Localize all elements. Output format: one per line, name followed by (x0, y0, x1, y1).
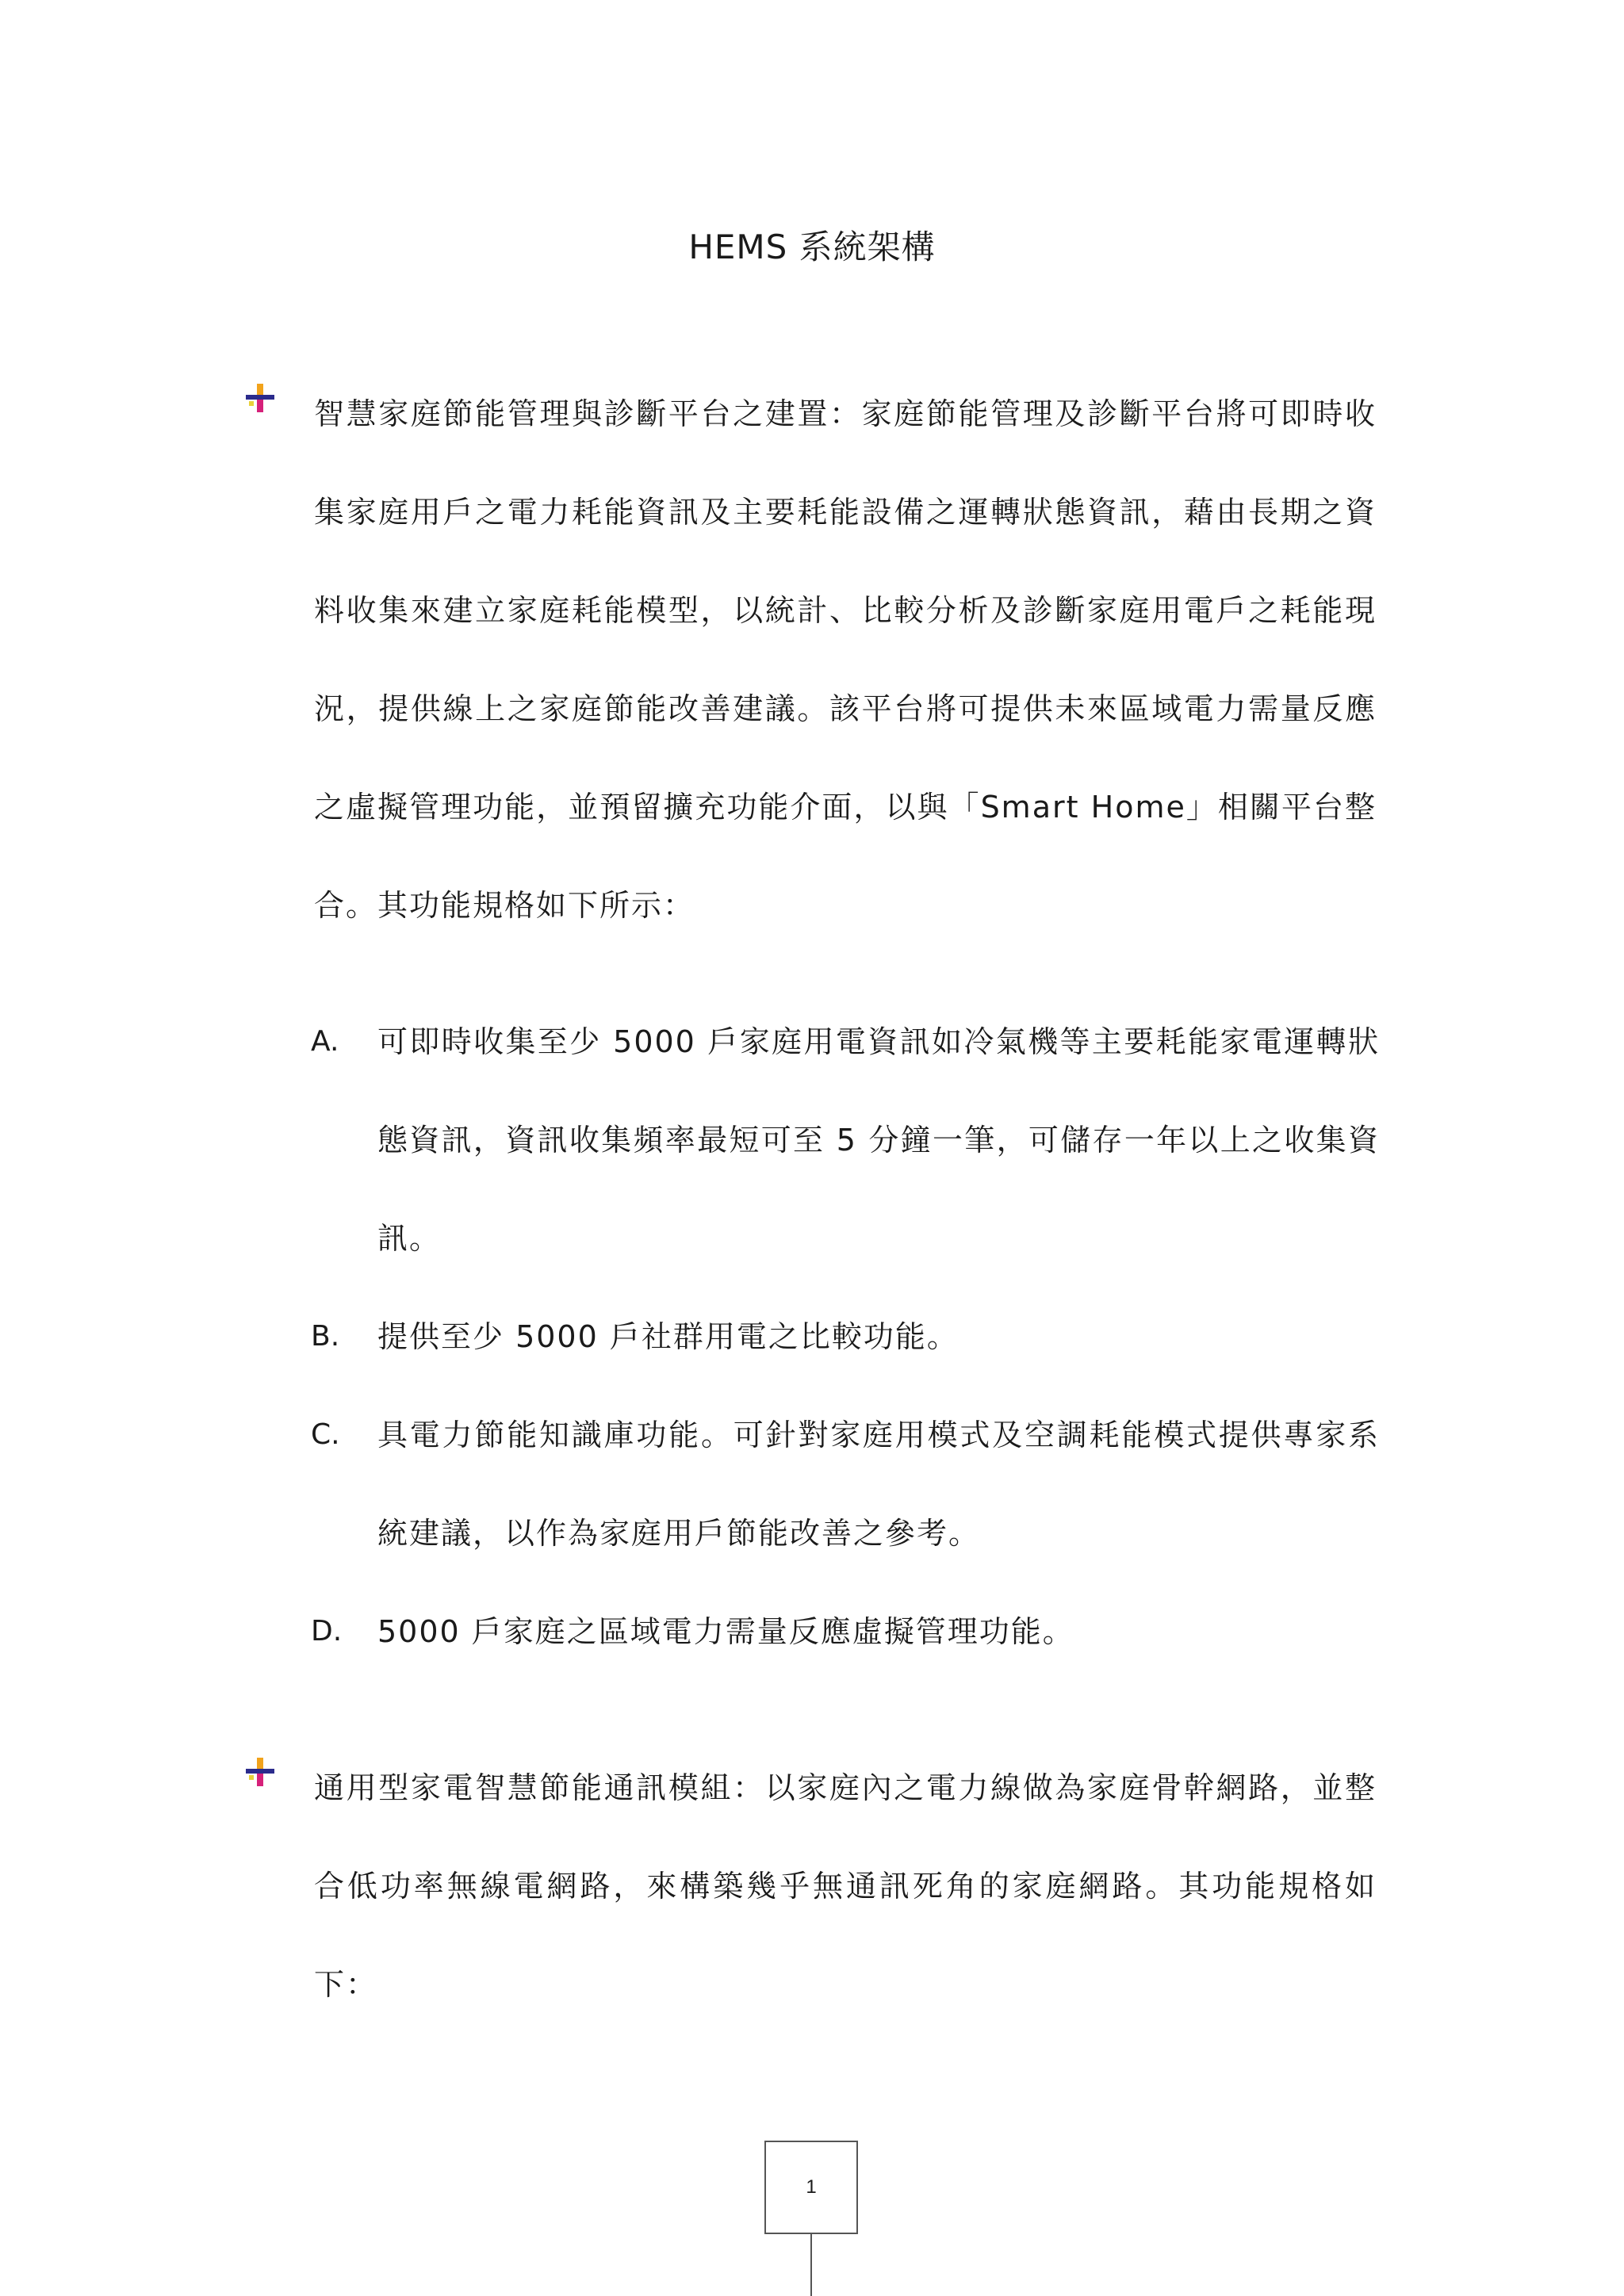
list-item (311, 1386, 1380, 1582)
list-item-text: 可即時收集至少 5000 戶家庭用電資訊如冷氣機等主要耗能家電運轉狀態資訊，資訊收集頻率最短可至 5 分鐘一筆，可儲存一年以上之收集資訊。 (377, 1024, 1380, 1256)
section-paragraph: 通用型家電智慧節能通訊模組：以家庭內之電力線做為家庭骨幹網路，並整合低功率無線電網路，來構築幾乎無通訊死角的家庭網路。其功能規格如下： (314, 1770, 1377, 2002)
list-item-letter: C. (311, 1418, 340, 1451)
list-item-text: 提供至少 5000 戶社群用電之比較功能。 (377, 1319, 959, 1354)
document-title: HEMS 系統架構 (688, 228, 936, 266)
list-item-letter: A. (311, 1025, 339, 1058)
page-number: 1 (764, 2141, 858, 2234)
list-item (311, 1582, 1380, 1681)
list-item-letter: B. (311, 1320, 340, 1353)
colored-cross-bullet-icon (246, 1758, 274, 1786)
section-platform (246, 365, 1380, 1673)
list-item (311, 1288, 1380, 1386)
section-communication-module (246, 1739, 1380, 2040)
page-number-connector-line (810, 2234, 812, 2296)
list-item-text: 具電力節能知識庫功能。可針對家庭用模式及空調耗能模式提供專家系統建議，以作為家庭用戶節能改善之參考。 (377, 1418, 1380, 1551)
section-paragraph: 智慧家庭節能管理與診斷平台之建置：家庭節能管理及診斷平台將可即時收集家庭用戶之電力耗能資訊及主要耗能設備之運轉狀態資訊，藉由長期之資料收集來建立家庭耗能模型，以統計、比較分析及診斷家庭用電戶之耗能現況，提供線上之家庭節能改善建議。該平台將可提供未來區域電力需量反應之虛擬管理功能，並預留擴充功能介面，以與「Smart Home」相關平台整合。其功能規格如下所示： (314, 396, 1377, 923)
list-item-letter: D. (311, 1615, 343, 1647)
colored-cross-bullet-icon (246, 384, 274, 412)
list-item-text: 5000 戶家庭之區域電力需量反應虛擬管理功能。 (377, 1614, 1074, 1649)
list-item (311, 993, 1380, 1288)
